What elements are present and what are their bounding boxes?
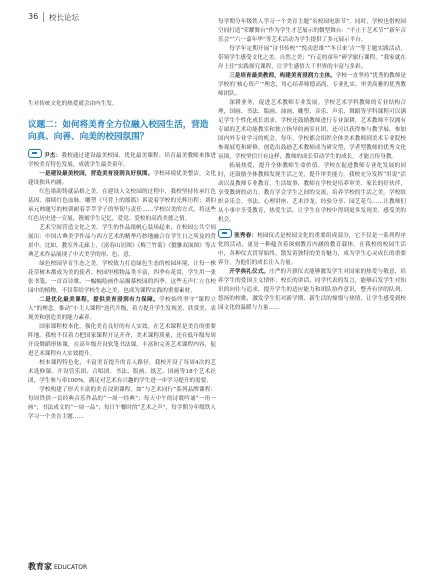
paragraph: 拓展热爱，提升全体教师生命价值。学校在促进教师专业化发展的同时，还鼓励全体教师发现生活之美，提升审美能力。我校充分发挥“用说”活动以及教师专业教育，生活故事，教师在学校是培养审美、家长的好伙伴，享受教研的动力。教育学会学生之间的交流，培养学校的生活之美。学校组织音乐会、书法、心理讲座、艺术沙龙、经验分享、园艺花鸟……让教师们从小事中享受教育，热爱生活，让学生在学校中得到更多发现美、感受美的机会。 [218,163,406,223]
paragraph: 校本课程特色化，丰富美育提升的育人路径。我校开设了每周4次的艺术选修课。开设管乐团、合唱团、书法、版画、纸艺、国画等18个艺术社团，学生参与率100%，满足对艺术有兴趣的学生进一步学习提升的需要。 [28,360,216,384]
header-divider [43,12,44,22]
right-column [218,18,406,313]
page-number: 36 [28,12,39,21]
speaker-text: 我校通过建设最美校园、优化最美课程、培育最美教师来推进学校美育特色发展，成就学生最美童年。 [28,153,216,168]
paragraph: 一是建设最美校园，营造美育浸润良好氛围。学校环境优美整洁，文化建设独具内涵。 [28,171,216,186]
speaker-icon [28,149,42,158]
subheading: 开学典礼仪式。 [229,269,270,275]
paragraph: 绿色校园孕育生态之美。学校致力打造绿色生态的校园环境，让每一株花草树木都成为美的使者。校园里植物品类丰富，四季有花赏，学生用一张张书笺、一首首诗歌、一幅幅绘画作品描摹校园的四季。这些无声仁立在校园中的植物，不仅带给学校生态之美，也成为课程实践的重要素材。 [28,261,216,294]
subheading: 二是优化最美课程，提供美育浸润有力保障。 [39,297,160,303]
paragraph: 生对传统文化的热爱就会由内生发。 [28,101,118,107]
paragraph: 学校构建了形式丰富的美育浸润课程。如“与艺术同行”系列品牌课程：每周铁供一首经典音乐作品的“一周一经典”；每天中午的诗歌吟诵“一角一画”；书法成文的“一周一品”；每日午餐时的“艺术之声”，每学期分年级铁人学习一个美育主题…… [28,387,216,420]
speaker-icon [218,229,232,238]
subheading: 三是培育最美教师，构建美育浸润力主体。 [229,73,336,79]
page-footer [0,555,427,579]
left-column [28,100,216,422]
magazine-brand: 教育家 EDUCATOR [28,562,88,571]
speaker-paragraph [28,149,216,170]
paragraph: 三是培育最美教师，构建美育浸润力主体。学校一直坚持“优秀的教师是学校的‘核心资产’”理念，用心培养师德高尚、专业扎实、审美高雅的优秀教师团队。 [218,73,406,97]
paragraph: 每学期分年级铁人学习一个美育主题“名校园电影节”。同时，学校也借校园空间打造“荣耀舞台”作为学生才艺展示的微型舞台：“不止于艺术节”“新年音乐会”“六一嘉年华”等艺术活动为学生提供了多元展示平台。 [218,19,406,43]
paragraph: 艺术空间营造文化之美。学生的作品纸帆心装场起来，在校园公共空间展出：中国古典美学作品与西方艺术的精华巧妙地融合在学生日之所及的背景中。比如，教室外走廊上，《富春山居图》《梅兰竹菊》《貔貅双面图》等古典艺术作品展现了中式美学的形、色、意。 [28,225,216,258]
paragraph: 国家课程校本化，强化美育良好的有人实效。在艺术课程是美育的重要阵地。我校不仅着力把国家课程开足开齐，美术课程质量，还在低年级每周开设舞蹈形体课，在高年级开设软笔书法课，丰富和完善艺术课程内容，促进艺术课程有人实效提升。 [28,324,216,357]
paragraph: 红色墨韵铸就品格之美。在建设人文校园的过程中，我校坚持传承红色基因、赓续红色血脉。雕塑《马背上的摇篮》诉说着学校的光辉历程；刘伯承元帅题写的校训耐着莘莘学子的坚韧与责任……学校以美的方式，将这些红色历史进一宣展，镌刻学生记忆，爱党、爱校的高尚美德之情。 [28,189,216,222]
topic-title: 议题二：如何将美育全方位融入校园生活，营造向真、向善、向美的校园氛围？ [28,120,209,142]
speaker-name: 尹杰： [44,153,62,159]
speaker-paragraph [218,229,406,268]
subheading: 一是建设最美校园，营造美育浸润良好氛围。 [39,171,154,177]
speaker-name: 张秀春： [234,233,258,239]
paragraph: 开学典礼仪式。庄严的升旗仪式能够激发学生对国家的热爱与敬意，培养学生的爱国主义情怀；校长的讲话，同学代表的发言，能够启发学生对知识的向往与追求，提升学生的适应能力和团队协作意识，整齐有序的队列、悠扬的校歌，激发学生们对新学期、新生活的憧憬与热情，让学生感受到校园文化的温暖与力量…… [218,269,406,311]
paragraph: 每学年定期开展“诗书传校”“悦动思维”“冬日来‘吉’”等主题实践活动，带领学生感受文化之美、自然之美；“行走的童年”研学旅行课程，“我家就在岸上住”实践探究课程，让学生感悟大千世界的丰富与多彩。 [218,46,406,70]
speaker-text: 校园仪式是校园文化的重要组成部分，它不仅是一系列程序化的活动，更是一种蕴含着深刻教育内涵的教育载体。在我校的校园生活中，各种仪式贯穿始终，散发着独特的美育魅力，成为学生心灵成长的重要养分，为他们的成长注入力量。 [218,233,406,266]
section-name: 校长论坛 [49,13,79,22]
paragraph: 深耕业务，促进艺术教师专业发展。学校艺术学科教师的专业结构合理，国画、书法、版画、油画、雕塑、音乐、声乐、舞蹈等学科课程可以满足学生个性化成长需求。学校还鼓励教师进行专业深耕，艺术教师不仅拥有专属的艺术功能教室和独立指导的画室社团，还可以获得参与教学展、参加国内外专业学习的机会，每年，学校都会组织全体美术教师到美术专业院校参观展览和研修。创造出鼓励艺术教师成为研究型、学者型教师的优秀文化氛围，学校坚信只有这样，教师的成长带动学生的成长，才能言传身教。 [218,100,406,160]
paragraph: 二是优化最美课程，提供美育浸润有力保障。学校始终坚守“课程立人”的理念，推动“小主人课程”迭代升级，着力提升学生发现美、欣赏美、表现美和创造美的能力素养。 [28,297,216,321]
